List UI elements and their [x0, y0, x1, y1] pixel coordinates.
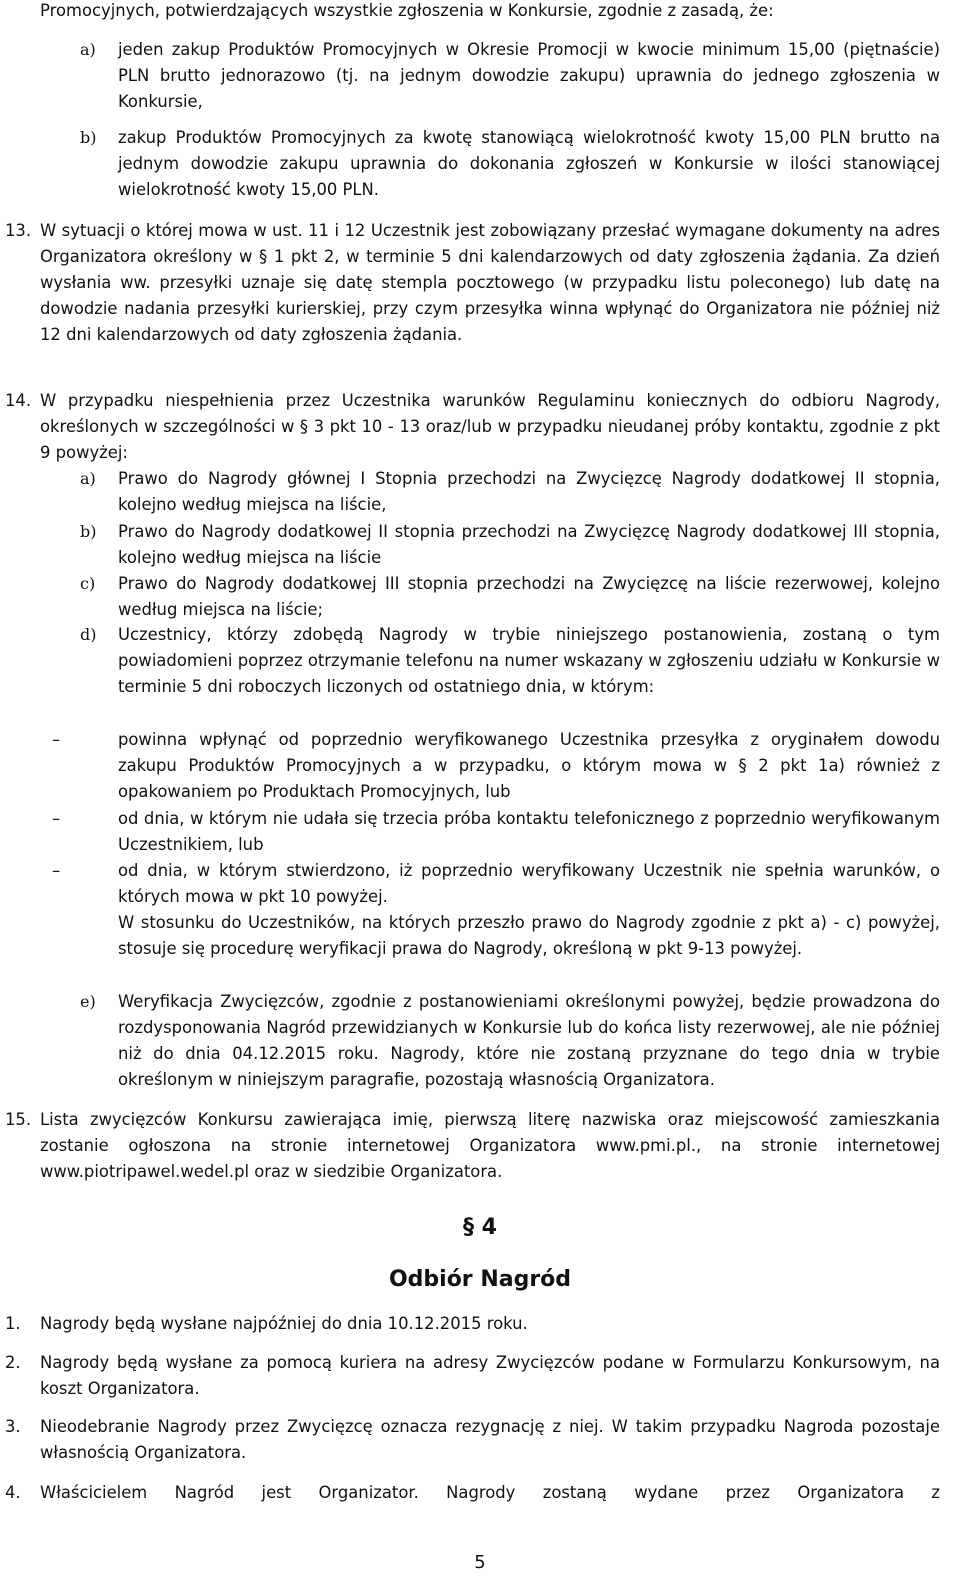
section-item: Właścicielem Nagród jest Organizator. Nagrody zostaną wydane przez Organizatora z [40, 1483, 940, 1502]
paragraph-14: W przypadku niespełnienia przez Uczestnika warunków Regulaminu koniecznych do odbioru Nagrody, określonych w szczególności w § 3 pkt 10 - 13 oraz/lub w przypadku nieudanej próby kontaktu, zgodnie z pkt 9 powyżej: [40, 391, 940, 462]
list-label: a) [80, 469, 96, 488]
list-label: d) [80, 625, 97, 644]
section-item: Nagrody będą wysłane za pomocą kuriera na adresy Zwycięzców podane w Formularzu Konkursowym, na koszt Organizatora. [40, 1353, 940, 1398]
item-number: 3. [5, 1417, 21, 1436]
section-title: Odbiór Nagród [388, 1267, 572, 1292]
section-item: Nagrody będą wysłane najpóźniej do dnia 10.12.2015 roku. [40, 1314, 528, 1333]
list-item: jeden zakup Produktów Promocyjnych w Okresie Promocji w kwocie minimum 15,00 (piętnaście) PLN brutto jednorazowo (tj. na jednym dowodzie zakupu) uprawnia do jednego zgłoszenia w Konkursie, [118, 40, 940, 111]
paragraph-number: 13. [5, 221, 32, 240]
list-item: Prawo do Nagrody dodatkowej II stopnia przechodzi na Zwycięzcę Nagrody dodatkowej III stopnia, kolejno według miejsca na liście [118, 522, 940, 567]
list-item: Uczestnicy, którzy zdobędą Nagrody w trybie niniejszego postanowienia, zostaną o tym powiadomieni poprzez otrzymanie telefonu na numer wskazany w zgłoszeniu udziału w Konkursie w terminie 5 dni roboczych liczonych od ostatniego dnia, w którym: [118, 625, 940, 696]
list-item: Prawo do Nagrody głównej I Stopnia przechodzi na Zwycięzcę Nagrody dodatkowej II stopnia, kolejno według miejsca na liście, [118, 469, 940, 514]
paragraph-15: Lista zwycięzców Konkursu zawierająca imię, pierwszą literę nazwiska oraz miejscowość zamieszkania zostanie ogłoszona na stronie internetowej Organizatora www.pmi.pl., na stronie internetowej www.piotripawel.wedel.pl oraz w siedzibie Organizatora. [40, 1110, 940, 1181]
list-label: c) [80, 574, 96, 593]
list-label: e) [80, 992, 96, 1011]
item-number: 2. [5, 1353, 21, 1372]
list-item: Prawo do Nagrody dodatkowej III stopnia przechodzi na Zwycięzcę na liście rezerwowej, kolejno według miejsca na liście; [118, 574, 940, 619]
list-label: b) [80, 128, 97, 147]
paragraph-number: 14. [5, 391, 32, 410]
list-item: Weryfikacja Zwycięzców, zgodnie z postanowieniami określonymi powyżej, będzie prowadzona do rozdysponowania Nagród przewidzianych w Konkursie lub do końca listy rezerwowej, ale nie później niż do dnia 04.12.2015 roku. Nagrody, które nie zostaną przyznane do tego dnia w trybie określonym w niniejszym paragrafie, pozostają własnością Organizatora. [118, 992, 940, 1089]
dash-item: od dnia, w którym nie udała się trzecia próba kontaktu telefonicznego z poprzednio weryfikowanym Uczestnikiem, lub [118, 809, 940, 854]
list-item: zakup Produktów Promocyjnych za kwotę stanowiącą wielokrotność kwoty 15,00 PLN brutto na jednym dowodzie zakupu uprawnia do dokonania zgłoszeń w Konkursie w ilości stanowiącej wielokrotność kwoty 15,00 PLN. [118, 128, 940, 199]
section-number: § 4 [463, 1215, 497, 1240]
section-item: Nieodebranie Nagrody przez Zwycięzcę oznacza rezygnację z niej. W takim przypadku Nagroda pozostaje własnością Organizatora. [40, 1417, 940, 1462]
item-number: 4. [5, 1483, 21, 1502]
intro-text: Promocyjnych, potwierdzających wszystkie zgłoszenia w Konkursie, zgodnie z zasadą, że: [40, 1, 774, 20]
dash-bullet: – [52, 809, 61, 828]
list-label: a) [80, 40, 96, 59]
dash-item: od dnia, w którym stwierdzono, iż poprzednio weryfikowany Uczestnik nie spełnia warunków, o których mowa w pkt 10 powyżej. [118, 861, 940, 906]
item-number: 1. [5, 1314, 21, 1333]
dash-bullet: – [52, 730, 61, 749]
dash-item: powinna wpłynąć od poprzednio weryfikowanego Uczestnika przesyłka z oryginałem dowodu zakupu Produktów Promocyjnych a w przypadku, o którym mowa w § 2 pkt 1a) również z opakowaniem po Produktach Promocyjnych, lub [118, 730, 940, 801]
paragraph-13: W sytuacji o której mowa w ust. 11 i 12 Uczestnik jest zobowiązany przesłać wymagane dokumenty na adres Organizatora określony w § 1 pkt 2, w terminie 5 dni kalendarzowych od daty zgłoszenia żądania. Za dzień wysłania ww. przesyłki uznaje się datę stempla pocztowego (w przypadku listu poleconego) lub datę na dowodzie nadania przesyłki kurierskiej, przy czym przesyłka winna wpłynąć do Organizatora nie później niż 12 dni kalendarzowych od daty zgłoszenia żądania. [40, 221, 940, 344]
paragraph-number: 15. [5, 1110, 32, 1129]
page-number: 5 [474, 1552, 486, 1573]
list-label: b) [80, 522, 97, 541]
procedure-note: W stosunku do Uczestników, na których przeszło prawo do Nagrody zgodnie z pkt a) - c) powyżej, stosuje się procedurę weryfikacji prawa do Nagrody, określoną w pkt 9-13 powyżej. [118, 913, 940, 958]
dash-bullet: – [52, 861, 61, 880]
